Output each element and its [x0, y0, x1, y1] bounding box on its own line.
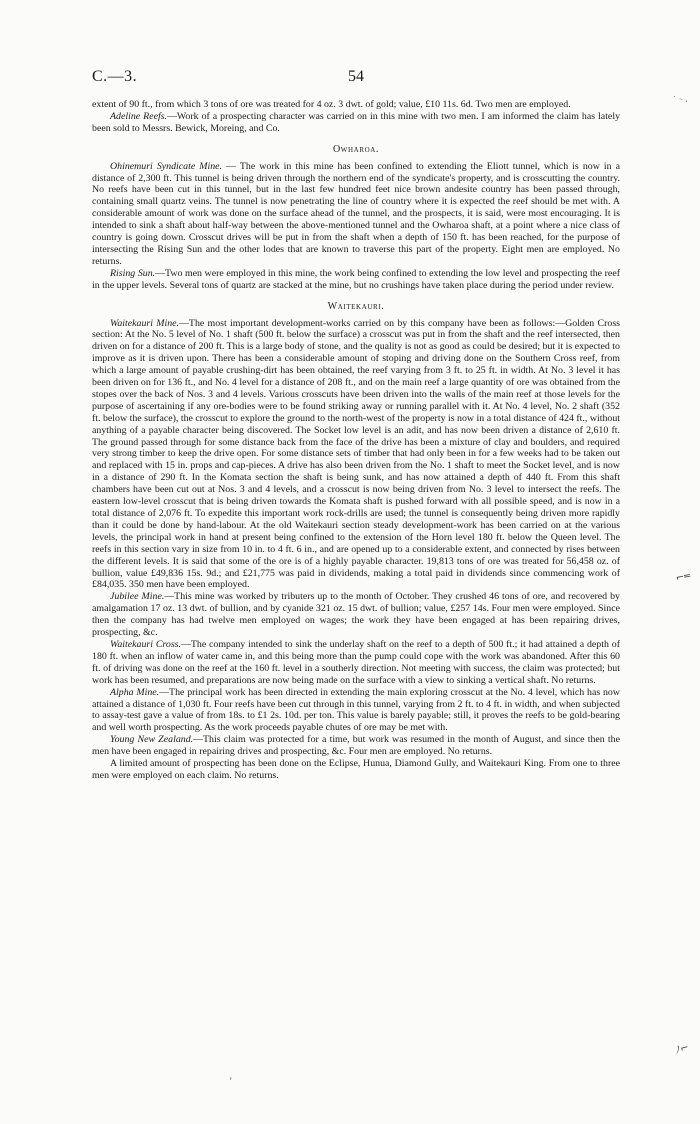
mine-title: Ohinemuri Syndicate Mine.	[110, 160, 223, 172]
paragraph-adeline-reefs: Adeline Reefs.—Work of a prospecting character was carried on in this mine with two men. I am informed the claim has lately been sold to Messrs. Bewick, Moreing, and Co.	[92, 110, 621, 134]
section-heading-owharoa: Owharoa.	[332, 143, 380, 155]
mine-title: Young New Zealand.	[110, 734, 194, 746]
paragraph-rising-sun: Rising Sun.—Two men were employed in this mine, the work being confined to extending the low level and prospecting the reef in the upper levels. Several tons of quartz are stacked at the mine, but no crushings have taken place during the period under review.	[92, 267, 620, 291]
paragraph-continuation: extent of 90 ft., from which 3 tons of ore was treated for 4 oz. 3 dwt. of gold; value, £10 11s. 6d. Two men are employed.	[92, 99, 571, 110]
page-header	[92, 68, 620, 88]
paragraph-ohinemuri: Ohinemuri Syndicate Mine. — The work in this mine has been confined to extending the Eliott tunnel, which is now in a distance of 2,300 ft. This tunnel is being driven through the northern end of the syndicate's property, and is crosscutting the country. No reefs have been cut in this tunnel, but in the last few hundred feet nice brown andesite country has been passed through, containing small quartz veins. The tunnel is now penetrating the line of country where it is expected the reef should be met with. A considerable amount of work was done on the surface ahead of the tunnel, and the prospects, it is said, were most encouraging. It is intended to sink a shaft about half-way between the above-mentioned tunnel and the Owharoa shaft, at a point where a nice class of country is going down. Crosscut drives will be put in from the shaft when a depth of 150 ft. has been reached, for the purpose of intersecting the Rising Sun and the other lodes that are known to traverse this part of the property. Eight men are employed. No returns.	[92, 160, 620, 267]
mine-title: Alpha Mine.	[110, 686, 160, 698]
section-heading-waitekauri: Waitekauri.	[327, 300, 385, 312]
paragraph-jubilee: Jubilee Mine.—This mine was worked by tributers up to the month of October. They crushed 46 tons of ore, and recovered by amalgamation 17 oz. 13 dwt. of bullion, and by cyanide 321 oz. 15 dwt. of bullion; value, £257 14s. Four men were employed. Since then the company has had twelve men employed on wages; the work they have been engaged at has been repairing drives, prospecting, &c.	[92, 591, 620, 639]
scan-speck: '	[230, 1076, 232, 1086]
scan-mark: ⌐═	[674, 570, 691, 585]
document-body	[92, 99, 620, 782]
paragraph-closing: A limited amount of prospecting has been done on the Eclipse, Hunua, Diamond Gully, and Waitekauri King. From one to three men were employed on each claim. No returns.	[92, 758, 620, 781]
scan-mark: ˙ ⁻ ·	[671, 94, 689, 107]
paragraph-young-new-zealand: Young New Zealand.—This claim was protected for a time, but work was resumed in the month of August, and since then the men have been engaged in repairing drives and prospecting, &c. Four men are employed. No returns.	[92, 734, 620, 758]
mine-title: Waitekauri Cross.	[110, 638, 181, 650]
page-number: 54	[348, 68, 364, 85]
scan-mark: ﾉ⌐	[673, 1042, 690, 1057]
mine-title: Adeline Reefs.	[110, 110, 168, 122]
mine-title: Jubilee Mine.	[110, 591, 165, 603]
mine-title: Waitekauri Mine.	[110, 317, 180, 329]
paragraph-waitekauri-cross: Waitekauri Cross.—The company intended to sink the underlay shaft on the reef to a depth of 500 ft.; it had attained a depth of 180 ft. when an inflow of water came in, and this being more than the pump could cope with the work was abandoned. After this 60 ft. of driving was done on the reef at the 160 ft. level in a southerly direction. Not meeting with success, the claim was protected; but work has been resumed, and preparations are now being made on the surface with a view to sinking a vertical shaft. No returns.	[92, 638, 620, 686]
section-reference: C.—3.	[92, 68, 138, 85]
mine-title: Rising Sun.	[110, 267, 156, 279]
paragraph-waitekauri-mine: Waitekauri Mine.—The most important development-works carried on by this company have been as follows:—Golden Cross section: At the No. 5 level of No. 1 shaft (500 ft. below the surface) a crosscut was put in from the shaft and the reef intersected, then driven on for a distance of 200 ft. This is a large body of stone, and the quality is not as good as could be desired; but it is expected to improve as it is driven upon. There has been a considerable amount of stoping and driving done on the Southern Cross reef, from which a large amount of payable crushing-dirt has been obtained, the reef varying from 3 ft. to 25 ft. in width. At No. 3 level it has been driven on for 136 ft., and No. 4 level for a distance of 208 ft., and on the main reef a large quantity of ore was obtained from the stopes over the back of Nos. 3 and 4 levels. Various crosscuts have been driven into the walls of the main reef at those levels for the purpose of ascertaining if any ore-bodies were to be found striking away or running parallel with it. At No. 4 level, No. 2 shaft (352 ft. below the surface), the crosscut to explore the ground to the north-west of the property is now in a total distance of 424 ft., without anything of a payable character being discovered. The Socket low level is an adit, and has now been driven a distance of 2,610 ft. The ground passed through for some distance back from the face of the drive has been a mixture of clay and boulders, and required very strong timber to keep the drive open. For some distance sets of timber that had only been in for a few weeks had to be taken out and replaced with 15 in. props and cap-pieces. A drive has also been driven from the No. 1 shaft to meet the Socket level, and is now in a distance of 290 ft. In the Komata section the shaft is being sunk, and has now attained a depth of 440 ft. From this shaft chambers have been cut out at Nos. 3 and 4 levels, and a crosscut is now being driven from No. 3 level to intersect the reefs. The eastern low-level crosscut that is being driven towards the Komata shaft is pushed forward with all possible speed, and is now in a total distance of 2,076 ft. To expedite this important work rock-drills are used; the tunnel is consequently being driven more rapidly than it could be done by hand-labour. At the old Waitekauri section steady development-work has been carried on at the various levels, the principal work in hand at present being confined to the extension of the Horn level 180 ft. below the Queen level. The reefs in this section vary in size from 10 in. to 4 ft. 6 in., and are opened up to a considerable extent, and connected by rises between the different levels. It is said that some of the ore is of a highly payable character. 19,813 tons of ore was treated for 56,458 oz. of bullion, value £49,836 15s. 9d.; and £21,775 was paid in dividends, making a total paid in dividends since commencing work of £84,035. 350 men have been employed.	[92, 317, 621, 591]
paragraph-alpha: Alpha Mine.—The principal work has been directed in extending the main exploring crosscut at the No. 4 level, which has now attained a distance of 1,030 ft. Four reefs have been cut through in this tunnel, varying from 2 ft. to 4 ft. in width, and when subjected to assay-test gave a value of from 18s. to £1 2s. 10d. per ton. This value is barely payable; still, it proves the reefs to be gold-bearing and well worth prospecting. As the work proceeds payable chutes of ore may be met with.	[92, 686, 620, 734]
